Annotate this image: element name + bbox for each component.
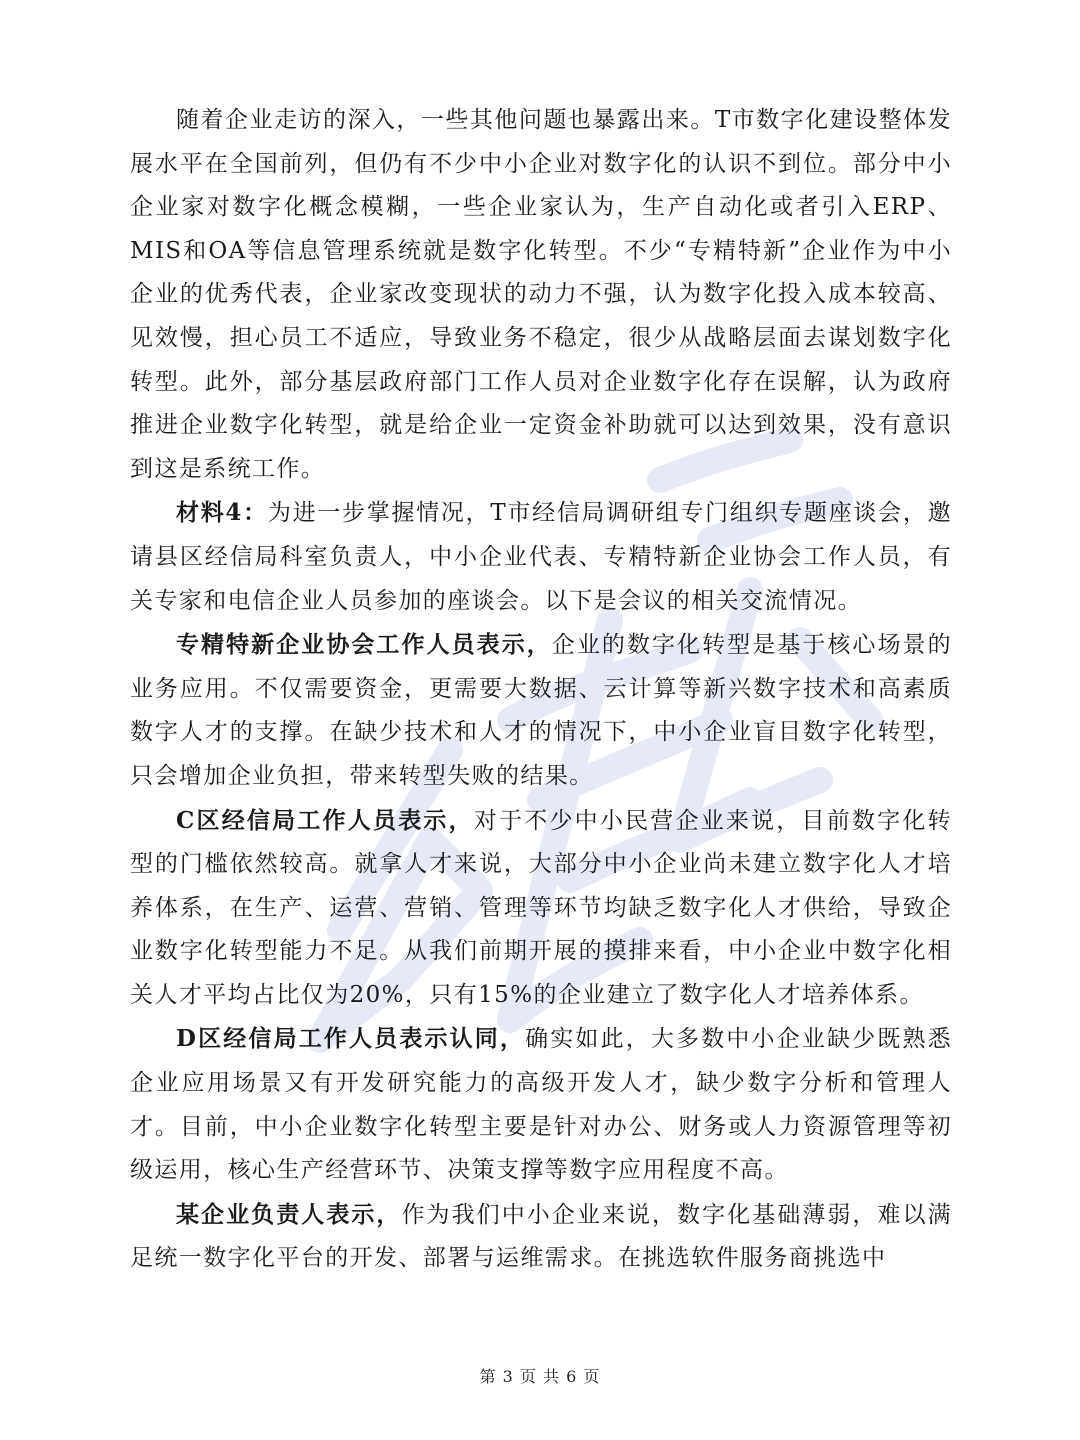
paragraph-5 [130,1017,952,1192]
paragraph-3 [130,623,952,798]
paragraph-lead: 专精特新企业协会工作人员表示， [176,631,552,659]
paragraph-text: 为进一步掌握情况，T市经信局调研组专门组织专题座谈会，邀请县区经信局科室负责人，中小企业代表、专精特新企业协会工作人员，有关专家和电信企业人员参加的座谈会。以下是会议的相关交流情况。 [130,500,952,614]
paragraph-lead: C区经信局工作人员表示， [176,806,474,834]
paragraph-lead: 某企业负责人表示， [176,1200,402,1228]
paragraph-text: 随着企业走访的深入，一些其他问题也暴露出来。T市数字化建设整体发展水平在全国前列，但仍有不少中小企业对数字化的认识不到位。部分中小企业家对数字化概念模糊，一些企业家认为，生产自动化或者引入ERP、MIS和OA等信息管理系统就是数字化转型。不少“专精特新”企业作为中小企业的优秀代表，企业家改变现状的动力不强，认为数字化投入成本较高、见效慢，担心员工不适应，导致业务不稳定，很少从战略层面去谋划数字化转型。此外，部分基层政府部门工作人员对企业数字化存在误解，认为政府推进企业数字化转型，就是给企业一定资金补助就可以达到效果，没有意识到这是系统工作。 [130,107,952,482]
paragraph-lead: 材料4： [176,499,268,527]
paragraph-6 [130,1193,952,1281]
document-body [130,98,952,1281]
paragraph-text: 作为我们中小企业来说，数字化基础薄弱，难以满足统一数字化平台的开发、部署与运维需求。在挑选软件服务商挑选中 [130,1201,952,1272]
paragraph-2 [130,491,952,623]
paragraph-text: 企业的数字化转型是基于核心场景的业务应用。不仅需要资金，更需要大数据、云计算等新兴数字技术和高素质数字人才的支撑。在缺少技术和人才的情况下，中小企业盲目数字化转型，只会增加企业负担，带来转型失败的结果。 [130,632,952,789]
paragraph-lead: D区经信局工作人员表示认同， [176,1025,526,1053]
paragraph-1 [130,98,952,491]
page-footer: 第 3 页 共 6 页 [479,1367,601,1386]
paragraph-4 [130,799,952,1018]
paragraph-text: 对于不少中小民营企业来说，目前数字化转型的门槛依然较高。就拿人才来说，大部分中小企业尚未建立数字化人才培养体系，在生产、运营、营销、管理等环节均缺乏数字化人才供给，导致企业数字化转型能力不足。从我们前期开展的摸排来看，中小企业中数字化相关人才平均占比仅为20%，只有15%的企业建立了数字化人才培养体系。 [130,807,952,1008]
paragraph-text: 确实如此，大多数中小企业缺少既熟悉企业应用场景又有开发研究能力的高级开发人才，缺少数字分析和管理人才。目前，中小企业数字化转型主要是针对办公、财务或人力资源管理等初级运用，核心生产经营环节、决策支撑等数字应用程度不高。 [130,1026,952,1184]
